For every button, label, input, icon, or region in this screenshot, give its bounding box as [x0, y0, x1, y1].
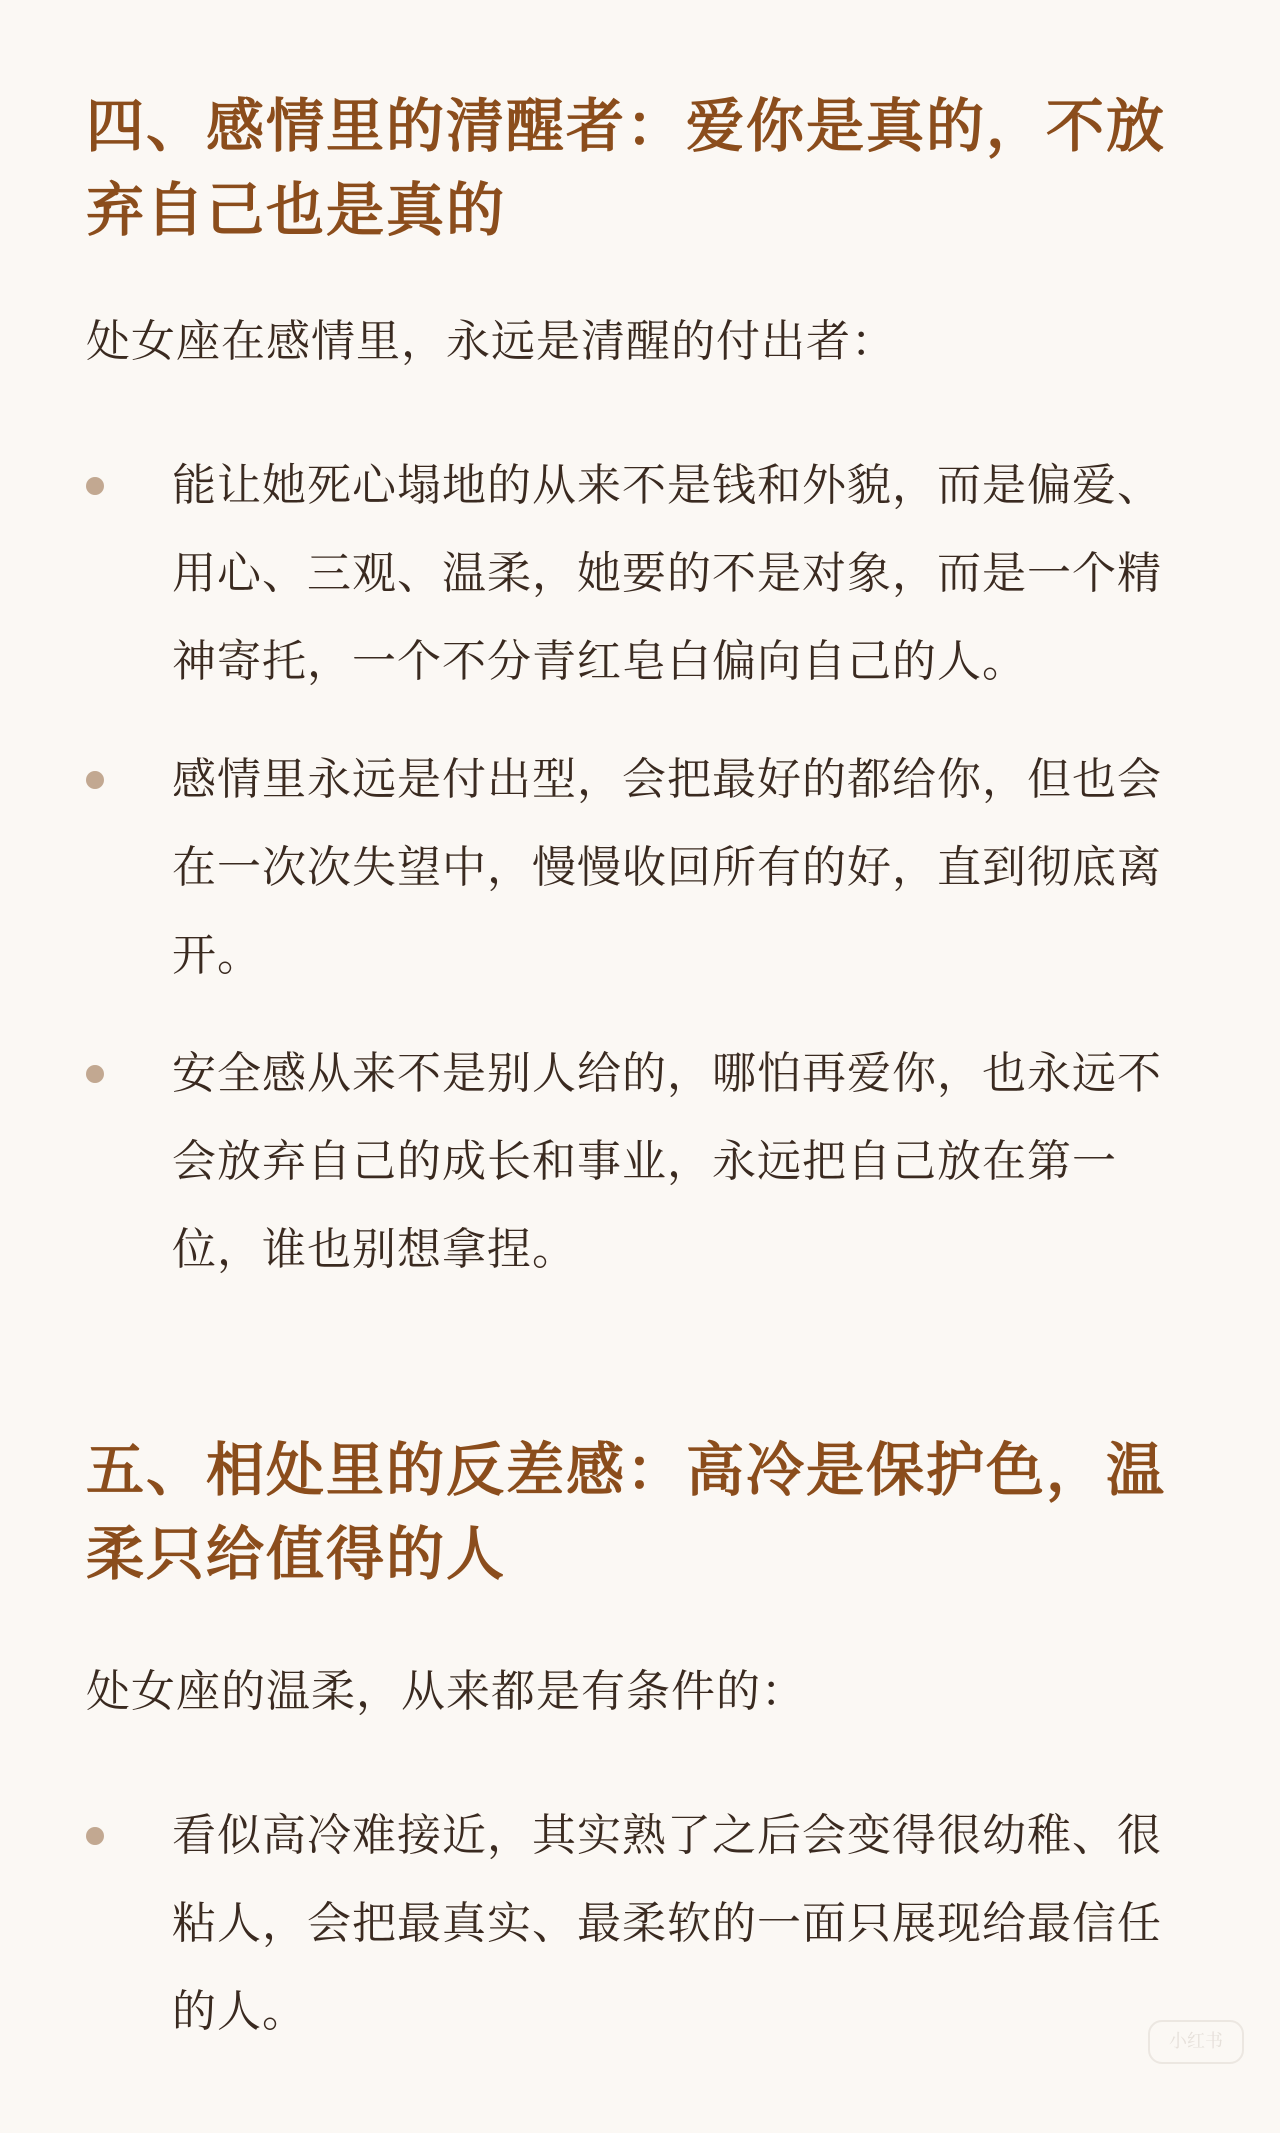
list-item	[86, 1030, 1198, 1294]
section-4-intro: 处女座在感情里，永远是清醒的付出者：	[86, 316, 896, 367]
list-item	[86, 442, 1198, 706]
section-5-heading: 五、相处里的反差感：高冷是保护色，温柔只给值得的人	[86, 1436, 1167, 1588]
list-item	[86, 1792, 1198, 2056]
bullet-dot-icon	[86, 1065, 104, 1083]
watermark-logo: 小红书	[1148, 2020, 1244, 2064]
section-5-intro: 处女座的温柔，从来都是有条件的：	[86, 1666, 806, 1717]
list-item-text: 看似高冷难接近，其实熟了之后会变得很幼稚、很粘人，会把最真实、最柔软的一面只展现给最信任的人。	[172, 1810, 1162, 2037]
section-4-bullet-list	[86, 442, 1198, 1324]
bullet-dot-icon	[86, 1827, 104, 1845]
list-item	[86, 736, 1198, 1000]
list-item-text: 安全感从来不是别人给的，哪怕再爱你，也永远不会放弃自己的成长和事业，永远把自己放在第一位，谁也别想拿捏。	[172, 1048, 1162, 1275]
bullet-dot-icon	[86, 771, 104, 789]
section-5-bullet-list	[86, 1792, 1198, 2086]
bullet-dot-icon	[86, 477, 104, 495]
section-4-heading: 四、感情里的清醒者：爱你是真的，不放弃自己也是真的	[86, 92, 1167, 244]
list-item-text: 感情里永远是付出型，会把最好的都给你，但也会在一次次失望中，慢慢收回所有的好，直到彻底离开。	[172, 754, 1162, 981]
list-item-text: 能让她死心塌地的从来不是钱和外貌，而是偏爱、用心、三观、温柔，她要的不是对象，而是一个精神寄托，一个不分青红皂白偏向自己的人。	[172, 460, 1162, 687]
